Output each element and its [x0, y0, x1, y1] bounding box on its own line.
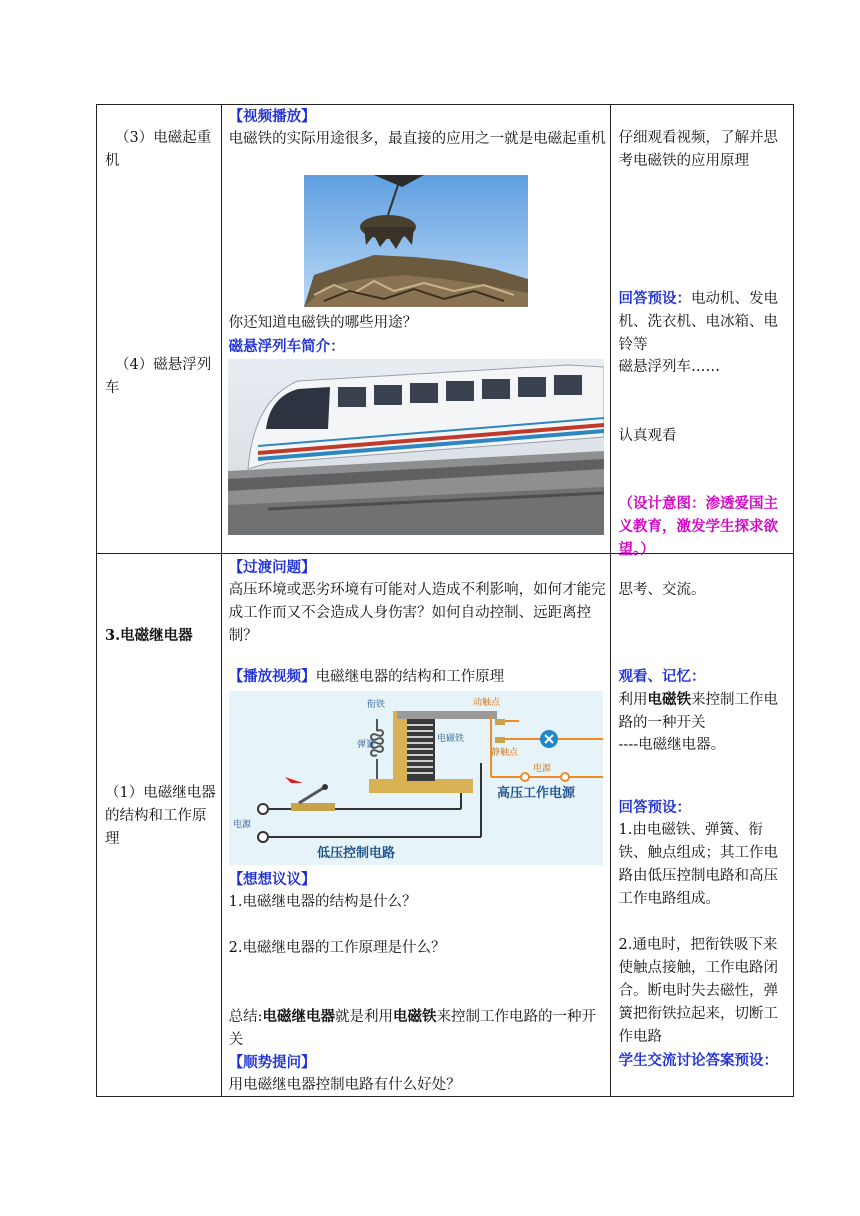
summary-term-relay: 电磁继电器 [262, 1008, 336, 1025]
maglev-intro: 磁悬浮列车简介： [228, 338, 345, 355]
follow-text: 用电磁继电器控制电路有什么好处？ [228, 1077, 461, 1093]
use-dash: ----电磁继电器。 [618, 737, 726, 753]
table-row [97, 554, 794, 1097]
relay-diagram [229, 691, 603, 865]
table-row [97, 105, 794, 554]
question-1: 1.电磁继电器的结构是什么？ [228, 894, 417, 910]
answer-text: 电动机、发电机、洗衣机、电冰箱、电铃等 [618, 291, 779, 353]
row2-col1 [97, 554, 222, 1097]
summary-suffix: 来控制工作电路的一种开关 [228, 1009, 597, 1048]
transition-text: 高压环境或恶劣环境有可能对人造成不利影响，如何才能完成工作而又不会造成人身伤害？如何自动控制、远距离控制？ [228, 582, 606, 644]
follow-tag: 【顺势提问】 [228, 1054, 316, 1071]
play-tag: 【播放视频】 [228, 668, 316, 685]
crane-label: （3）电磁起重机 [105, 130, 212, 169]
label-electromagnet: 电磁铁 [436, 734, 464, 744]
play-text: 电磁继电器的结构和工作原理 [315, 669, 505, 685]
lesson-table [96, 104, 794, 1097]
answer-2: 2.通电时，把衔铁吸下来使触点接触，工作电路闭合。断电时失去磁性，弹簧把衔铁拉起来，切断工作电路 [618, 937, 779, 1045]
crane-image [304, 175, 528, 307]
label-armature: 衔铁 [366, 700, 385, 710]
uses-question: 你还知道电磁铁的哪些用途？ [228, 315, 418, 331]
design-intent: （设计意图：渗透爱国主义教育，激发学生探求欲望。） [618, 495, 779, 558]
row2-col3 [610, 554, 793, 1097]
label-moving-contact: 动触点 [472, 698, 500, 708]
sub-title: （1）电磁继电器的结构和工作原理 [105, 785, 216, 847]
row1-col2 [221, 105, 610, 554]
answer-tag: 回答预设： [618, 290, 692, 307]
use-suffix: 来控制工作电路的一种开关 [618, 692, 779, 731]
label-spring: 弹簧 [356, 740, 375, 750]
observe-text: 认真观看 [618, 428, 677, 444]
use-text [619, 688, 791, 735]
discuss-text: 思考、交流。 [618, 582, 706, 598]
use-term: 电磁铁 [647, 691, 692, 708]
transition-tag: 【过渡问题】 [228, 559, 316, 576]
crane-text: 电磁铁的实际用途很多，最直接的应用之一就是电磁起重机 [228, 131, 606, 147]
play-line [229, 665, 505, 689]
label-power-low: 电源 [232, 820, 251, 830]
student-tag: 学生交流讨论答案预设： [618, 1052, 779, 1069]
watch-text: 仔细观看视频，了解并思考电磁铁的应用原理 [618, 130, 779, 169]
row1-col1 [97, 105, 222, 554]
label-low-circuit: 低压控制电路 [316, 846, 395, 861]
label-static-contact: 静触点 [490, 748, 518, 758]
summary-mid: 就是利用 [335, 1009, 394, 1025]
answer-1: 1.由电磁铁、弹簧、衔铁、触点组成；其工作电路由低压控制电路和高压工作电路组成。 [618, 822, 779, 907]
summary-term-magnet: 电磁铁 [393, 1008, 437, 1025]
watch-tag: 观看、记忆： [618, 668, 706, 685]
answer-tag-2: 回答预设： [618, 799, 692, 816]
think-tag: 【想想议议】 [228, 871, 316, 888]
summary-prefix: 总结: [228, 1009, 263, 1025]
summary [229, 1005, 607, 1052]
label-power-high: 电源 [532, 764, 551, 774]
maglev-label: （4）磁悬浮列车 [105, 357, 212, 396]
video-tag: 【视频播放】 [228, 108, 316, 125]
question-2: 2.电磁继电器的工作原理是什么？ [228, 940, 446, 956]
answer-more: 磁悬浮列车…… [618, 359, 721, 375]
label-high-circuit: 高压工作电源 [496, 786, 575, 801]
row1-col3 [610, 105, 793, 558]
section-title: 3.电磁继电器 [105, 627, 193, 644]
row2-col2 [221, 554, 610, 1097]
maglev-image [228, 359, 604, 535]
answer-block [619, 287, 791, 357]
use-prefix: 利用 [618, 692, 648, 708]
